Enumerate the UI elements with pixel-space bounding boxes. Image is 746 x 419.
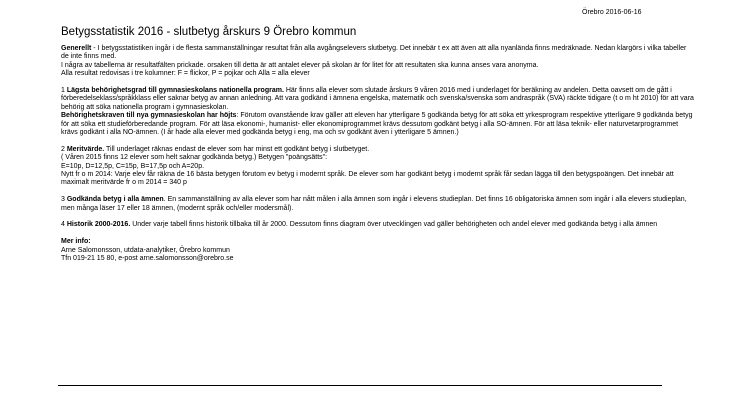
section-4-number: 4 xyxy=(61,221,67,229)
section-3-text: . En sammanställning av alla elever som har nått målen i alla ämnen som ingår i elevens studieplan. Det finns 16 obligatoriska ämnen som ingår i alla elevers studieplan, men många läser 17 eller 18 ämnen, (modernt språk och/eller modersmål). xyxy=(61,196,687,212)
section-2-paragraph xyxy=(61,146,696,188)
section-2-text: Till underlaget räknas endast de elever som har minst ett godkänt betyg i slutbetyget. xyxy=(104,145,370,153)
section-1-number: 1 xyxy=(61,87,67,95)
section-1-paragraph xyxy=(61,87,696,112)
section-1-subtext: : Förutom ovanstående krav gäller att eleven har ytterligare 5 godkända betyg för att söka ett yrkesprogram respektive ytterligare 9 godkända betyg för att söka ett studieförberedande program. För att läsa ekonomi-, humanist- eller ekonomiprogrammet krävs dessutom godkänt betyg i alla SO-ämnen. För att läsa teknik- eller naturvetarprogrammet krävs godkänt i alla NO-ämnen. (I år hade alla elever med godkända betyg i eng, ma och sv godkänt även i ytterligare 5 ämnen.) xyxy=(61,112,693,137)
page-title: Betygsstatistik 2016 - slutbetyg årskurs 9 Örebro kommun xyxy=(61,26,357,38)
contact-label: Mer info: xyxy=(61,238,91,246)
section-3-heading: Godkända betyg i alla ämnen xyxy=(66,196,164,204)
section-4-paragraph xyxy=(61,221,696,229)
section-2-line-4: Nytt fr o m 2014: Varje elev får räkna de 16 bästa betygen förutom ev betyg i modernt språk. De elever som har godkänt betyg i modernt språk får sedan lägga till den betygspoängen. Det innebär att maximalt meritvärde fr o m 2014 = 340 p xyxy=(61,171,674,187)
section-1-heading: Lägsta behörighetsgrad till gymnasieskolans nationella program. xyxy=(66,87,284,95)
section-1-text: Här finns alla elever som slutade årskurs 9 våren 2016 med i underlaget för beräkning av andelen. Detta oavsett om de gått i förberedelseklass/språkklass eller saknar betyg av annan anledning. Att vara godkänd i ämnena engelska, matematik och svenska/svenska som andraspråk (SVA) räckte tidigare (t o m ht 2010) för att vara behörig att söka nationella program i gymnasieskolan. xyxy=(61,87,694,111)
date-label: Örebro 2016-06-16 xyxy=(582,9,642,16)
intro-text: - I betygsstatistiken ingår i de flesta sammanställningar resultat från alla avgångselevers slutbetyg. Det innebär t ex att även att alla nyanlända finns medräknade. Nedan klargörs i vilka tabeller de inte finns med. xyxy=(61,45,687,61)
intro-line-3: Alla resultat redovisas i tre kolumner: F = flickor, P = pojkar och Alla = alla elever xyxy=(61,70,310,78)
contact-name: Arne Salomonsson, utdata-analytiker, Örebro kommun xyxy=(61,246,230,254)
intro-line-2: I några av tabellerna är resultatfälten prickade. orsaken till detta är att antalet elever på skolan är för litet för att resultaten ska kunna anses vara anonyma. xyxy=(61,61,539,69)
section-4-text: Under varje tabell finns historik tillbaka till år 2000. Dessutom finns diagram över utvecklingen vad gäller behörigheten och andel elever med godkända betyg i alla ämnen xyxy=(130,221,658,229)
section-2-line-3: E=10p, D=12,5p, C=15p, B=17,5p och A=20p. xyxy=(61,162,205,170)
section-4-heading: Historik 2000-2016. xyxy=(66,221,131,229)
footer-divider xyxy=(58,385,662,386)
intro-label: Generellt xyxy=(61,45,92,52)
section-2-heading: Meritvärde. xyxy=(66,145,105,153)
section-1-subheading: Behörighetskraven till nya gymnasieskolan har höjts xyxy=(61,112,237,120)
section-3-paragraph xyxy=(61,196,696,213)
document-body xyxy=(61,45,696,272)
intro-paragraph xyxy=(61,45,696,79)
section-1-subparagraph xyxy=(61,112,696,137)
section-2-number: 2 xyxy=(61,145,67,153)
contact-phone-email: Tfn 019-21 15 80, e-post arne.salomonsson@orebro.se xyxy=(61,255,234,263)
section-3-number: 3 xyxy=(61,196,67,204)
contact-block xyxy=(61,238,696,263)
section-2-line-2: ( Våren 2015 finns 12 elever som helt saknar godkända betyg.) Betygen "poängsätts": xyxy=(61,154,328,162)
